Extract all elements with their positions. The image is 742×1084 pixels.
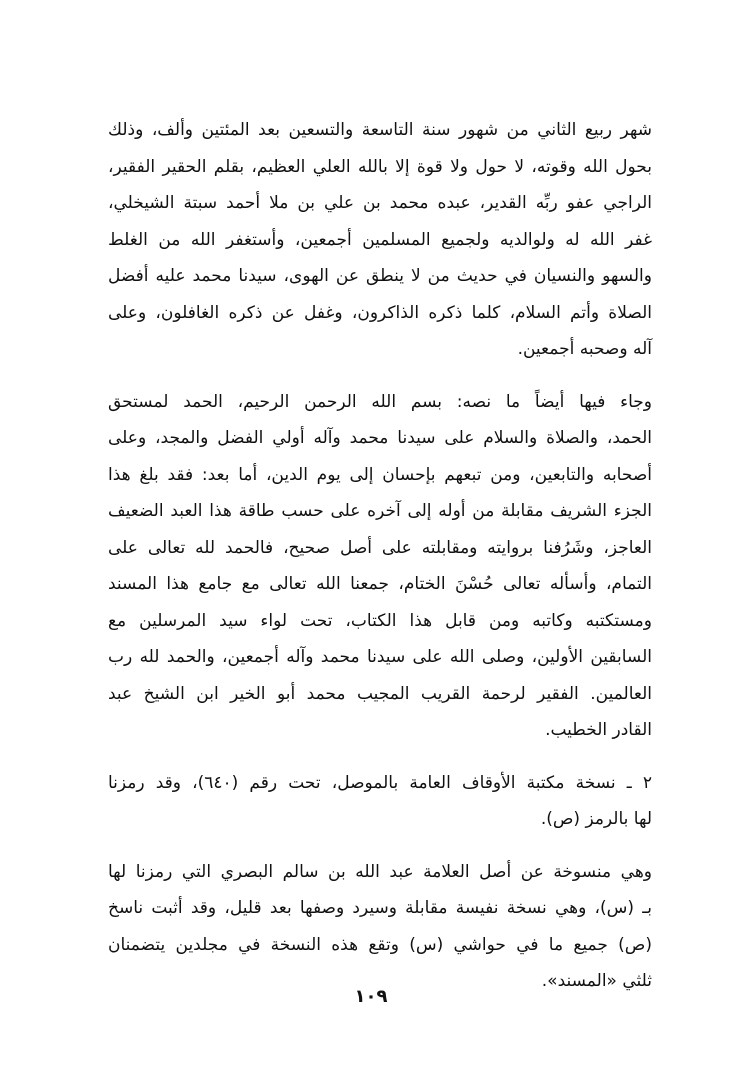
text-line: الراجي عفو ربِّه القدير، عبده محمد بن علي بن ملا أحمد سبتة الشيخلي، [108,193,652,213]
paragraph-description [108,854,652,1000]
text-line: بحول الله وقوته، لا حول ولا قوة إلا بالله العلي العظيم، بقلم الحقير الفقير، [108,156,652,177]
text-line: (ص) جميع ما في حواشي (س) وتقع هذه النسخة في مجلدين يتضمنان [108,934,652,955]
text-line: وجاء فيها أيضاً ما نصه: بسم الله الرحمن الرحيم، الحمد لمستحق [108,391,652,412]
text-line: أصحابه والتابعين، ومن تبعهم بإحسان إلى يوم الدين، أما بعد: فقد بلغ هذا [108,464,652,485]
text-line: العاجز، وشَرُفنا بروايته ومقابلته على أصل صحيح، فالحمد لله تعالى على [108,537,652,558]
text-line: شهر ربيع الثاني من شهور سنة التاسعة والتسعين بعد المئتين وألف، وذلك [108,120,652,140]
text-line: الجزء الشريف مقابلة من أوله إلى آخره على حسب طاقة هذا العبد الضعيف [108,501,652,521]
page-body [108,112,652,1000]
text-line: ثلثي «المسند». [541,971,652,991]
text-line: وهي منسوخة عن أصل العلامة عبد الله بن سالم البصري التي رمزنا لها [108,861,652,882]
text-line: التمام، وأسأله تعالى حُسْنَ الختام، جمعنا الله تعالى مع جامع هذا المسند [108,574,652,594]
text-line: بـ (س)، وهي نسخة نفيسة مقابلة وسيرد وصفها بعد قليل، وقد أثبت ناسخ [108,898,652,918]
text-line: القادر الخطيب. [545,720,652,740]
text-line: الحمد، والصلاة والسلام على سيدنا محمد وآله أولي الفضل والمجد، وعلى [108,428,652,448]
text-line: العالمين. الفقير لرحمة القريب المجيب محمد أبو الخير ابن الشيخ عبد [108,683,652,704]
text-line: الصلاة وأتم السلام، كلما ذكره الذاكرون، وغفل عن ذكره الغافلون، وعلى [108,302,652,323]
paragraph-colophon [108,112,652,368]
text-line: والسهو والنسيان في حديث من لا ينطق عن الهوى، سيدنا محمد عليه أفضل [108,266,652,286]
text-line: ومستكتبه وكاتبه ومن قابل هذا الكتاب، تحت لواء سيد المرسلين مع [108,610,652,631]
text-line: السابقين الأولين، وصلى الله على سيدنا محمد وآله أجمعين، والحمد لله رب [108,647,652,667]
text-line: غفر الله له ولوالديه ولجميع المسلمين أجمعين، وأستغفر الله من الغلط [108,229,652,250]
text-line: آله وصحبه أجمعين. [517,339,652,359]
page-number: ١٠٩ [354,986,388,1007]
text-line: لها بالرمز (ص). [540,809,652,829]
paragraph-manuscript-2 [108,765,652,838]
paragraph-quote [108,384,652,749]
text-line: ٢ ـ نسخة مكتبة الأوقاف العامة بالموصل، تحت رقم (٦٤٠)، وقد رمزنا [108,772,652,793]
